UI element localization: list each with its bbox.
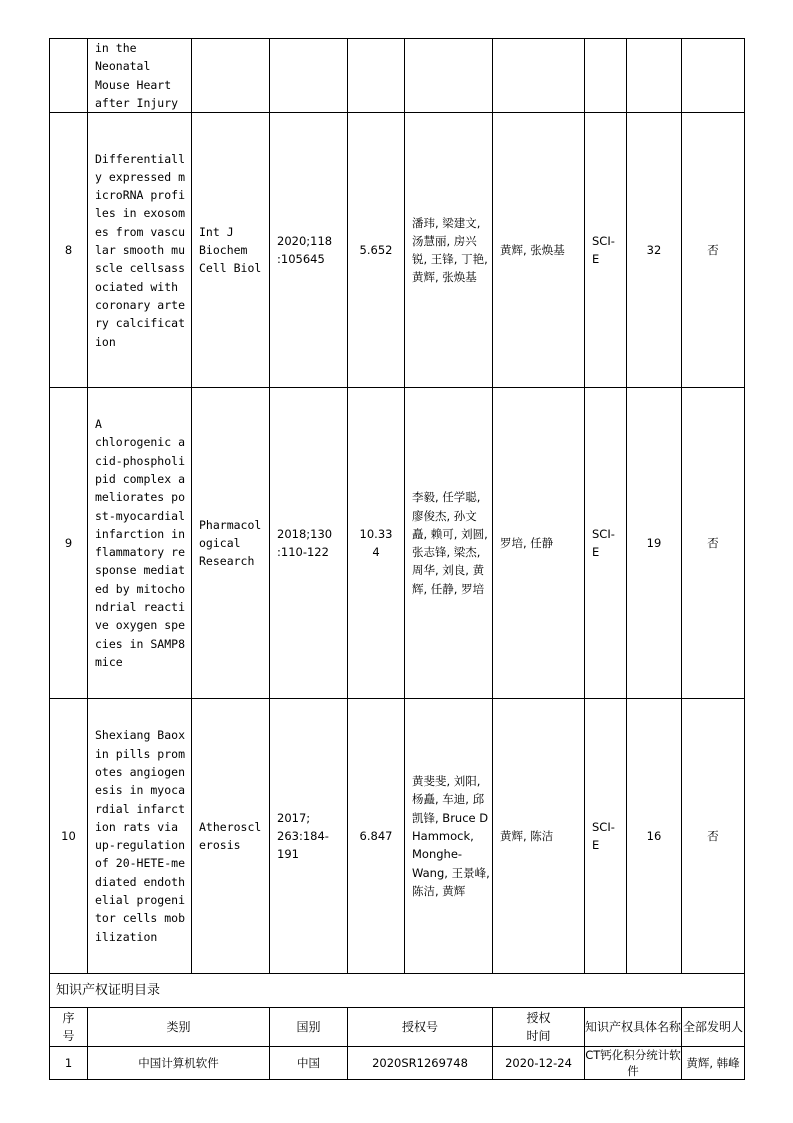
citations: 16 (627, 699, 682, 974)
ip-auth-no: 2020SR1269748 (348, 1047, 493, 1080)
citations: 32 (627, 113, 682, 388)
ip-header-country: 国别 (270, 1008, 348, 1047)
impact-factor: 5.652 (348, 113, 405, 388)
journal: Pharmacol ogical Research (192, 388, 270, 699)
ip-category: 中国计算机软件 (88, 1047, 270, 1080)
ip-auth-date: 2020-12-24 (493, 1047, 585, 1080)
paper-no (50, 39, 88, 113)
impact-factor: 6.847 (348, 699, 405, 974)
journal (192, 39, 270, 113)
flag (682, 39, 745, 113)
ip-header-inventors: 全部发明人 (682, 1008, 745, 1047)
paper-title: in the Neonatal Mouse Heart after Injury (88, 39, 192, 113)
paper-row-continued (50, 39, 745, 113)
paper-title: Differentially expressed microRNA profiles in exosomes from vascular smooth muscle cellsassociated with coronary artery calcification (88, 113, 192, 388)
pub-info: 2020;118 :105645 (270, 113, 348, 388)
authors: 黄斐斐, 刘阳, 杨矗, 车迪, 邱凯锋, Bruce D Hammock, Monghe-Wang, 王景峰, 陈洁, 黄辉 (405, 699, 493, 974)
ip-no: 1 (50, 1047, 88, 1080)
index-type: SCI- E (585, 699, 627, 974)
index-type: SCI- E (585, 388, 627, 699)
ip-header-ip-name: 知识产权具体名称 (585, 1008, 682, 1047)
paper-title: A chlorogenic acid-phospholipid complex ameliorates post-myocardial infarction inflammatory response mediated by mitochondrial reactive oxygen species in SAMP8 mice (88, 388, 192, 699)
ip-header-row (50, 1008, 745, 1047)
pub-info (270, 39, 348, 113)
pub-info: 2017; 263:184- 191 (270, 699, 348, 974)
citations (627, 39, 682, 113)
ip-country: 中国 (270, 1047, 348, 1080)
ip-header-category: 类别 (88, 1008, 270, 1047)
flag: 否 (682, 113, 745, 388)
authors: 潘玮, 梁建文, 汤慧丽, 房兴锐, 王锋, 丁艳, 黄辉, 张焕基 (405, 113, 493, 388)
paper-no: 8 (50, 113, 88, 388)
ip-row (50, 1047, 745, 1080)
corresponding-author: 黄辉, 陈洁 (493, 699, 585, 974)
flag: 否 (682, 388, 745, 699)
journal: Atheroscl erosis (192, 699, 270, 974)
ip-section-title: 知识产权证明目录 (50, 974, 745, 1008)
paper-row (50, 388, 745, 699)
ip-inventors: 黄辉, 韩峰 (682, 1047, 745, 1080)
paper-no: 10 (50, 699, 88, 974)
paper-no: 9 (50, 388, 88, 699)
corresponding-author: 黄辉, 张焕基 (493, 113, 585, 388)
citations: 19 (627, 388, 682, 699)
index-type (585, 39, 627, 113)
paper-row (50, 113, 745, 388)
ip-header-auth-date: 授权 时间 (493, 1008, 585, 1047)
authors (405, 39, 493, 113)
papers-and-ip-table (49, 38, 745, 1080)
journal: Int J Biochem Cell Biol (192, 113, 270, 388)
ip-header-no: 序 号 (50, 1008, 88, 1047)
authors: 李毅, 任学聪, 廖俊杰, 孙文矗, 赖可, 刘圆, 张志锋, 梁杰, 周华, 刘良, 黄辉, 任静, 罗培 (405, 388, 493, 699)
paper-row (50, 699, 745, 974)
impact-factor (348, 39, 405, 113)
index-type: SCI- E (585, 113, 627, 388)
pub-info: 2018;130 :110-122 (270, 388, 348, 699)
paper-title: Shexiang Baoxin pills promotes angiogenesis in myocardial infarction rats via up-regulation of 20-HETE-mediated endothelial progenitor cells mobilization (88, 699, 192, 974)
ip-name: CT钙化积分统计软件 (585, 1048, 681, 1079)
flag: 否 (682, 699, 745, 974)
impact-factor: 10.33 4 (348, 388, 405, 699)
corresponding-author (493, 39, 585, 113)
corresponding-author: 罗培, 任静 (493, 388, 585, 699)
ip-header-auth-no: 授权号 (348, 1008, 493, 1047)
ip-section-row (50, 974, 745, 1008)
